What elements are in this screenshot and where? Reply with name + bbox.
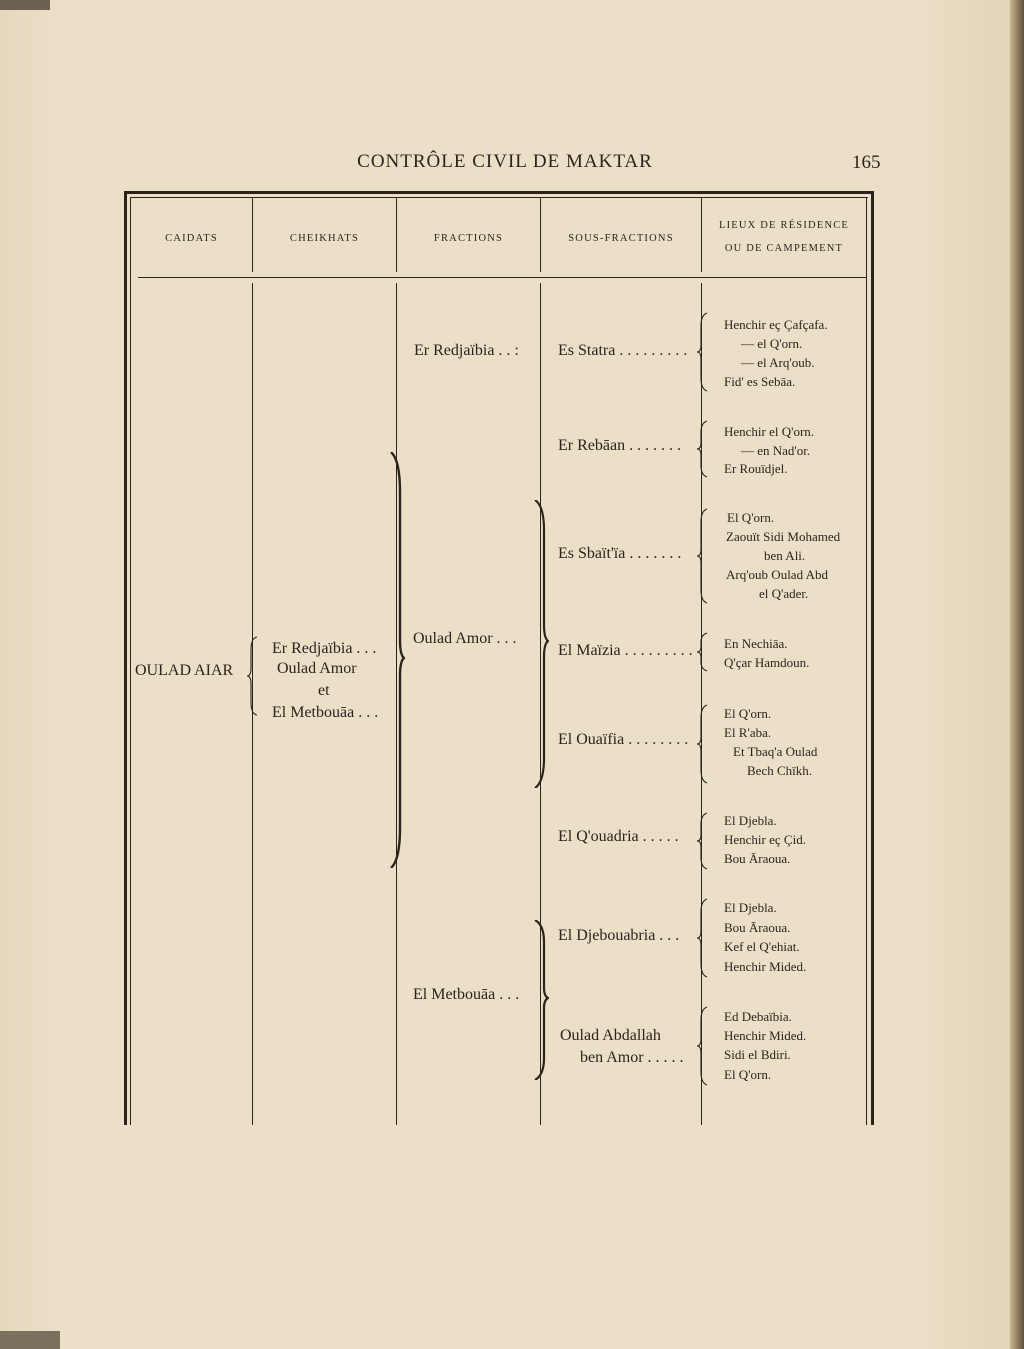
header-sous-fractions: SOUS-FRACTIONS — [568, 233, 674, 244]
lieux-brace-3 — [696, 508, 710, 604]
sous-fraction-es-statra: Es Statra . . . . . . . . . — [558, 342, 688, 359]
lieux-brace-8 — [696, 1006, 710, 1086]
lieu-2-3: Er Rouïdjel. — [724, 461, 788, 476]
lieu-6-3: Bou Āraoua. — [724, 851, 791, 866]
lieu-3-3: ben Ali. — [764, 548, 806, 563]
fraction-el-metbouaa-brace — [533, 920, 549, 1080]
sous-fraction-es-sbaitia: Es Sbaït'ïa . . . . . . . — [558, 545, 682, 562]
lieu-7-2: Bou Āraoua. — [724, 920, 791, 935]
sous-fraction-el-ouaifia: El Ouaïfia . . . . . . . . — [558, 731, 689, 748]
lieu-5-2: El R'aba. — [724, 725, 772, 740]
header-caidats: CAIDATS — [165, 233, 218, 244]
lieu-1-3: — el Arq'oub. — [741, 355, 815, 370]
caidat-brace — [246, 636, 260, 716]
fraction-el-metbouaa: El Metbouāa . . . — [413, 986, 520, 1003]
lieu-2-1: Henchir el Q'orn. — [724, 424, 815, 439]
sous-fraction-el-djebouabria: El Djebouabria . . . — [558, 927, 680, 944]
fraction-oulad-amor: Oulad Amor . . . — [413, 630, 517, 647]
lieu-1-2: — el Q'orn. — [741, 336, 803, 351]
sous-fraction-ben-amor: ben Amor . . . . . — [580, 1049, 684, 1066]
scan-edge-bottom — [0, 1331, 60, 1349]
lieu-6-2: Henchir eç Çid. — [724, 832, 806, 847]
sous-fraction-er-rebaan: Er Rebāan . . . . . . . — [558, 437, 682, 454]
lieu-4-2: Q'çar Hamdoun. — [724, 655, 810, 670]
cheikhat-line-4: El Metbouāa . . . — [272, 704, 379, 721]
running-title: CONTRÔLE CIVIL DE MAKTAR — [357, 151, 653, 172]
sous-fraction-el-qouadria: El Q'ouadria . . . . . — [558, 828, 679, 845]
lieu-8-2: Henchir Mided. — [724, 1028, 807, 1043]
sous-fraction-el-maizia: El Maïzia . . . . . . . . . — [558, 642, 693, 659]
lieu-4-1: En Nechiāa. — [724, 636, 788, 651]
caidat-name: OULAD AIAR — [135, 662, 234, 679]
lieu-2-2: — en Nad'or. — [741, 443, 811, 458]
lieu-3-2: Zaouït Sidi Mohamed — [726, 529, 841, 544]
lieux-brace-2 — [696, 420, 710, 478]
scan-edge-top — [0, 0, 50, 10]
lieux-brace-4 — [696, 632, 710, 672]
lieux-brace-5 — [696, 704, 710, 784]
book-spine-edge — [1010, 0, 1024, 1349]
header-cheikhats: CHEIKHATS — [289, 233, 360, 244]
lieu-6-1: El Djebla. — [724, 813, 777, 828]
sous-fraction-oulad-abdallah: Oulad Abdallah — [560, 1027, 661, 1044]
lieu-5-3: Et Tbaq'a Oulad — [733, 744, 818, 759]
fraction-er-redjaibia: Er Redjaïbia . . : — [414, 342, 519, 359]
page-number: 165 — [852, 152, 881, 173]
lieux-brace-6 — [696, 812, 710, 870]
lieu-5-1: El Q'orn. — [724, 706, 772, 721]
lieu-8-4: El Q'orn. — [724, 1067, 772, 1082]
lieux-brace-1 — [696, 312, 710, 392]
cheikhat-line-2: Oulad Amor — [277, 660, 357, 677]
header-campement: OU DE CAMPEMENT — [724, 243, 844, 254]
header-lieux: LIEUX DE RÉSIDENCE — [718, 220, 850, 231]
cheikhat-line-3: et — [318, 682, 330, 699]
cheikhat-brace — [389, 452, 405, 868]
lieu-3-5: el Q'ader. — [759, 586, 809, 601]
lieu-3-4: Arq'oub Oulad Abd — [726, 567, 829, 582]
lieux-brace-7 — [696, 898, 710, 978]
lieu-7-4: Henchir Mided. — [724, 959, 807, 974]
lieu-8-1: Ed Debaïbia. — [724, 1009, 792, 1024]
lieu-7-3: Kef el Q'ehiat. — [724, 939, 800, 954]
lieu-5-4: Bech Chīkh. — [747, 763, 812, 778]
lieu-8-3: Sidi el Bdiri. — [724, 1047, 791, 1062]
lieu-1-1: Henchir eç Çafçafa. — [724, 317, 828, 332]
cheikhat-line-1: Er Redjaïbia . . . — [272, 640, 377, 657]
lieu-3-1: El Q'orn. — [727, 510, 775, 525]
lieu-7-1: El Djebla. — [724, 900, 777, 915]
lieu-1-4: Fid' es Sebāa. — [724, 374, 796, 389]
fraction-oulad-amor-brace — [533, 500, 549, 788]
header-fractions: FRACTIONS — [433, 233, 504, 244]
